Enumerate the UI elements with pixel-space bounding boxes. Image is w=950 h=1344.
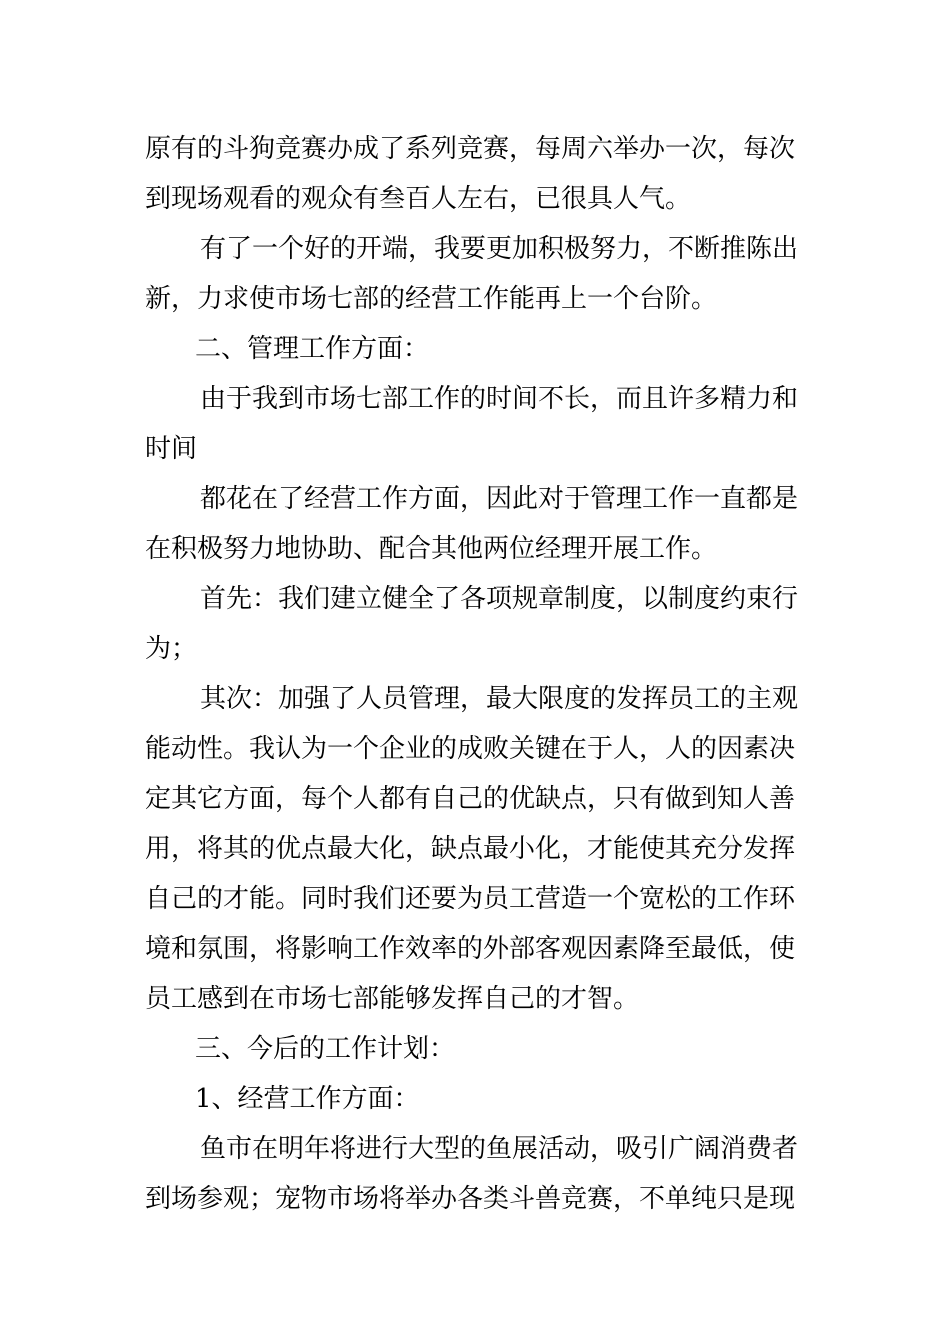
- text-line: 新，力求使市场七部的经营工作能再上一个台阶。: [145, 284, 718, 314]
- paragraph-start-line: 其次：加强了人员管理，最大限度的发挥员工的主观: [200, 684, 799, 714]
- text-line: 到现场观看的观众有叁百人左右，已很具人气。: [145, 184, 692, 214]
- text-line: 定其它方面，每个人都有自己的优缺点，只有做到知人善: [145, 784, 796, 814]
- text-line: 境和氛围，将影响工作效率的外部客观因素降至最低，使: [145, 934, 796, 964]
- subsection-heading: 1、经营工作方面：: [195, 1084, 420, 1114]
- paragraph-start-line: 鱼市在明年将进行大型的鱼展活动，吸引广阔消费者: [200, 1134, 799, 1164]
- paragraph-start-line: 都花在了经营工作方面，因此对于管理工作一直都是: [200, 484, 799, 514]
- text-line: 自己的才能。同时我们还要为员工营造一个宽松的工作环: [145, 884, 796, 914]
- text-line: 在积极努力地协助、配合其他两位经理开展工作。: [145, 534, 718, 564]
- text-line: 能动性。我认为一个企业的成败关键在于人，人的因素决: [145, 734, 796, 764]
- section-heading: 三、今后的工作计划：: [195, 1034, 456, 1064]
- paragraph-start-line: 有了一个好的开端，我要更加积极努力，不断推陈出: [200, 234, 799, 264]
- text-line: 员工感到在市场七部能够发挥自己的才智。: [145, 984, 640, 1014]
- text-line: 原有的斗狗竞赛办成了系列竞赛，每周六举办一次，每次: [145, 134, 796, 164]
- text-line: 到场参观；宠物市场将举办各类斗兽竞赛，不单纯只是现: [145, 1184, 796, 1214]
- paragraph-start-line: 首先：我们建立健全了各项规章制度，以制度约束行: [200, 584, 799, 614]
- text-line: 时间: [145, 434, 198, 464]
- section-heading: 二、管理工作方面：: [195, 334, 430, 364]
- paragraph-start-line: 由于我到市场七部工作的时间不长，而且许多精力和: [200, 384, 799, 414]
- text-line: 为；: [145, 634, 198, 664]
- text-line: 用，将其的优点最大化，缺点最小化，才能使其充分发挥: [145, 834, 796, 864]
